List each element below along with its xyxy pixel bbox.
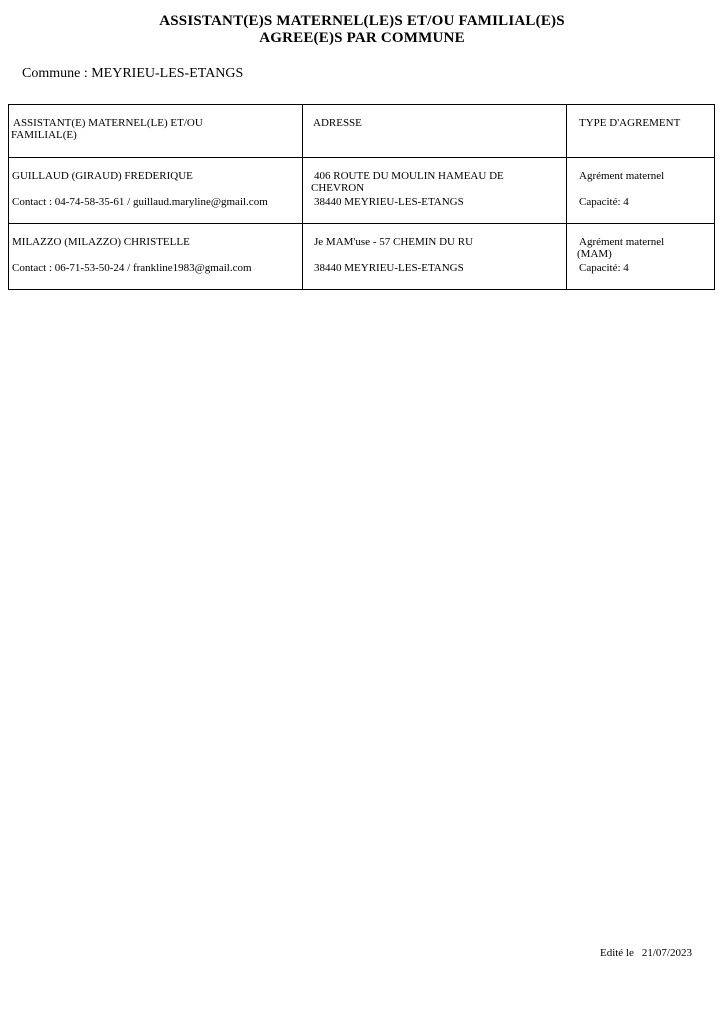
address-line-2: 38440 MEYRIEU-LES-ETANGS	[314, 196, 464, 208]
agreement-type-cont: (MAM)	[577, 248, 612, 260]
header-address	[303, 105, 567, 158]
address-line-1-cont: CHEVRON	[311, 182, 365, 194]
edited-date-footer	[600, 947, 692, 959]
title-line-2: AGREE(E)S PAR COMMUNE	[259, 30, 465, 46]
header-type	[567, 105, 715, 158]
header-address-label: ADRESSE	[313, 117, 362, 129]
assistant-name: MILAZZO (MILAZZO) CHRISTELLE	[12, 236, 190, 248]
table-row	[9, 224, 715, 290]
title-line-1: ASSISTANT(E)S MATERNEL(LE)S ET/OU FAMILIAL(E)S	[159, 13, 565, 29]
cell-assistant	[9, 224, 303, 290]
header-assistant-line-1: ASSISTANT(E) MATERNEL(LE) ET/OU	[13, 117, 203, 129]
edited-date: 21/07/2023	[641, 947, 692, 959]
header-type-label: TYPE D'AGREMENT	[579, 117, 681, 129]
table-header-row	[9, 105, 715, 158]
agreement-type: Agrément maternel	[579, 170, 665, 182]
header-assistant	[9, 105, 303, 158]
capacity: Capacité: 4	[579, 196, 629, 208]
table-row	[9, 158, 715, 224]
assistant-contact: Contact : 06-71-53-50-24 / frankline1983@gmail.com	[12, 262, 252, 274]
address-line-2: 38440 MEYRIEU-LES-ETANGS	[314, 262, 464, 274]
edited-label: Edité le	[599, 947, 634, 959]
assistant-contact: Contact : 04-74-58-35-61 / guillaud.maryline@gmail.com	[12, 196, 268, 208]
assistant-name: GUILLAUD (GIRAUD) FREDERIQUE	[12, 170, 193, 182]
agreement-type: Agrément maternel	[579, 236, 665, 248]
document-title	[0, 13, 724, 47]
cell-assistant	[9, 158, 303, 224]
cell-address	[303, 224, 567, 290]
cell-address	[303, 158, 567, 224]
address-line-1: Je MAM'use - 57 CHEMIN DU RU	[314, 236, 474, 248]
commune-label: Commune : MEYRIEU-LES-ETANGS	[22, 66, 244, 81]
cell-type	[567, 224, 715, 290]
cell-type	[567, 158, 715, 224]
header-assistant-line-2: FAMILIAL(E)	[11, 129, 77, 141]
address-line-1: 406 ROUTE DU MOULIN HAMEAU DE	[314, 170, 504, 182]
assistants-table	[8, 104, 715, 290]
capacity: Capacité: 4	[579, 262, 629, 274]
